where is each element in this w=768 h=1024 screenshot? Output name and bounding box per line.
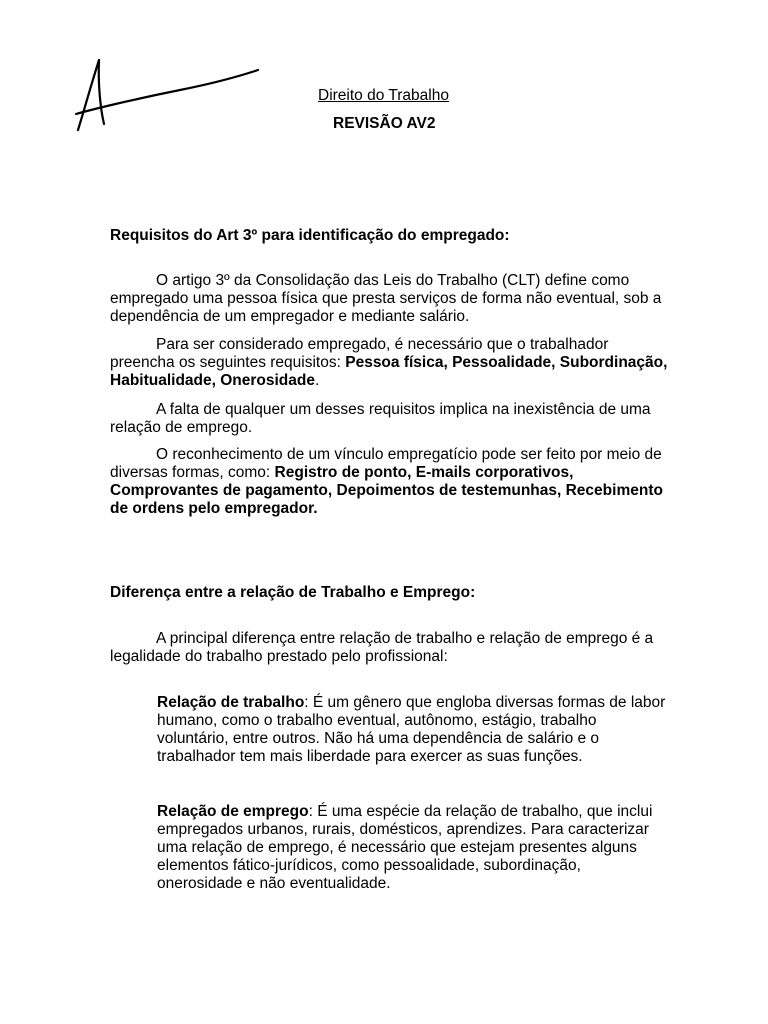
paragraph-end: .: [315, 372, 320, 389]
section-heading: Requisitos do Art 3º para identificação do empregado:: [110, 227, 510, 244]
document-subtitle: REVISÃO AV2: [333, 115, 436, 132]
term-label: Relação de trabalho: [157, 694, 305, 711]
paragraph-principal-diferenca: [110, 630, 670, 666]
paragraph-clt-definition: [110, 272, 670, 326]
document-title: Direito do Trabalho: [318, 87, 449, 104]
section-heading: Diferença entre a relação de Trabalho e Emprego:: [110, 584, 476, 601]
term-definition: : É um gênero que engloba diversas formas de labor humano, como o trabalho eventual, autônomo, estágio, trabalho voluntário, entre outros. Não há uma dependência de salário e o trabalhador tem mais liberdade para exercer as suas funções.: [157, 694, 666, 765]
section-requisitos: [110, 227, 670, 245]
paragraph-text: A principal diferença entre relação de trabalho e relação de emprego é a legalidade do trabalho prestado pelo profissional:: [110, 630, 654, 665]
formas-list: Registro de ponto, E-mails corporativos, Comprovantes de pagamento, Depoimentos de testemunhas, Recebimento de ordens pelo empregador.: [110, 464, 663, 517]
paragraph-text: O reconhecimento de um vínculo empregatício pode ser feito por meio de diversas formas, como:: [110, 446, 662, 481]
paragraph-text: Para ser considerado empregado, é necessário que o trabalhador preencha os seguintes requisitos:: [110, 336, 609, 371]
paragraph-text: O artigo 3º da Consolidação das Leis do Trabalho (CLT) define como empregado uma pessoa física que presta serviços de forma não eventual, sob a dependência de um empregador e mediante salário.: [110, 272, 662, 325]
relacao-emprego-block: [157, 803, 667, 893]
paragraph-falta: [110, 401, 670, 437]
relacao-trabalho-block: [157, 694, 667, 766]
section-diferenca: [110, 584, 670, 602]
term-label: Relação de emprego: [157, 803, 309, 820]
handwritten-signature: [70, 52, 270, 142]
paragraph-text: A falta de qualquer um desses requisitos implica na inexistência de uma relação de emprego.: [110, 401, 651, 436]
term-definition: : É uma espécie da relação de trabalho, que inclui empregados urbanos, rurais, domésticos, aprendizes. Para caracterizar uma relação de emprego, é necessário que estejam presentes alguns elementos fático-jurídicos, como pessoalidade, subordinação, onerosidade e não eventualidade.: [157, 803, 653, 892]
paragraph-reconhecimento: [110, 446, 670, 518]
paragraph-requisitos: [110, 336, 670, 390]
requisitos-list: Pessoa física, Pessoalidade, Subordinação, Habitualidade, Onerosidade: [110, 354, 668, 389]
